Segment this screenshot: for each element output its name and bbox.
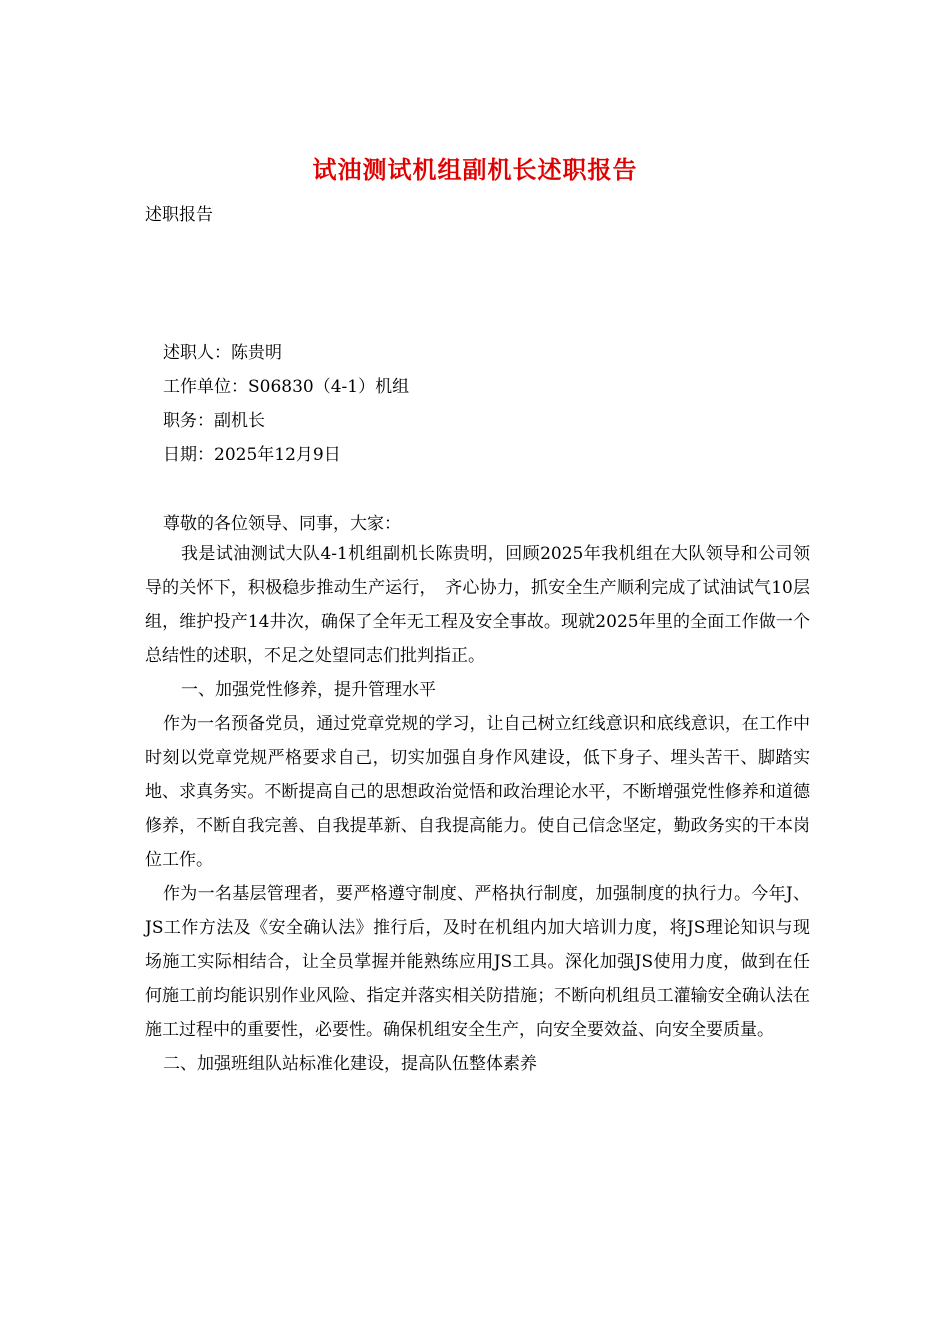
report-body xyxy=(145,537,810,1081)
party-paragraph: 作为一名预备党员，通过党章党规的学习，让自己树立红线意识和底线意识，在工作中时刻以党章党规严格要求自己，切实加强自身作风建设，低下身子、埋头苦干、脚踏实地、求真务实。不断提高自己的思想政治觉悟和政治理论水平，不断增强党性修养和道德修养，不断自我完善、自我提革新、自我提高能力。使自己信念坚定，勤政务实的干本岗位工作。 xyxy=(145,714,810,870)
unit-line: 工作单位：S06830（4-1）机组 xyxy=(163,377,410,397)
date-line: 日期：2025年12月9日 xyxy=(163,445,341,465)
position-line: 职务：副机长 xyxy=(163,411,265,431)
greeting: 尊敬的各位领导、同事，大家： xyxy=(163,514,401,534)
intro-paragraph: 我是试油测试大队4-1机组副机长陈贵明，回顾2025年我机组在大队领导和公司领导的关怀下，积极稳步推动生产运行， 齐心协力，抓安全生产顺利完成了试油试气10层组，维护投产14井次，确保了全年无工程及安全事故。现就2025年里的全面工作做一个总结性的述职，不足之处望同志们批判指正。 xyxy=(145,544,810,666)
document-subtitle: 述职报告 xyxy=(145,205,213,225)
management-paragraph: 作为一名基层管理者，要严格遵守制度、严格执行制度，加强制度的执行力。今年J、JS工作方法及《安全确认法》推行后，及时在机组内加大培训力度，将JS理论知识与现场施工实际相结合，让全员掌握并能熟练应用JS工具。深化加强JS使用力度，做到在任何施工前均能识别作业风险、指定并落实相关防措施；不断向机组员工灌输安全确认法在施工过程中的重要性，必要性。确保机组安全生产，向安全要效益、向安全要质量。 xyxy=(145,884,810,1040)
reporter-line: 述职人：陈贵明 xyxy=(163,343,282,363)
document-title: 试油测试机组副机长述职报告 xyxy=(312,155,638,184)
section-heading-1: 一、加强党性修养，提升管理水平 xyxy=(181,680,436,700)
section-heading-2: 二、加强班组队站标准化建设，提高队伍整体素养 xyxy=(163,1054,537,1074)
